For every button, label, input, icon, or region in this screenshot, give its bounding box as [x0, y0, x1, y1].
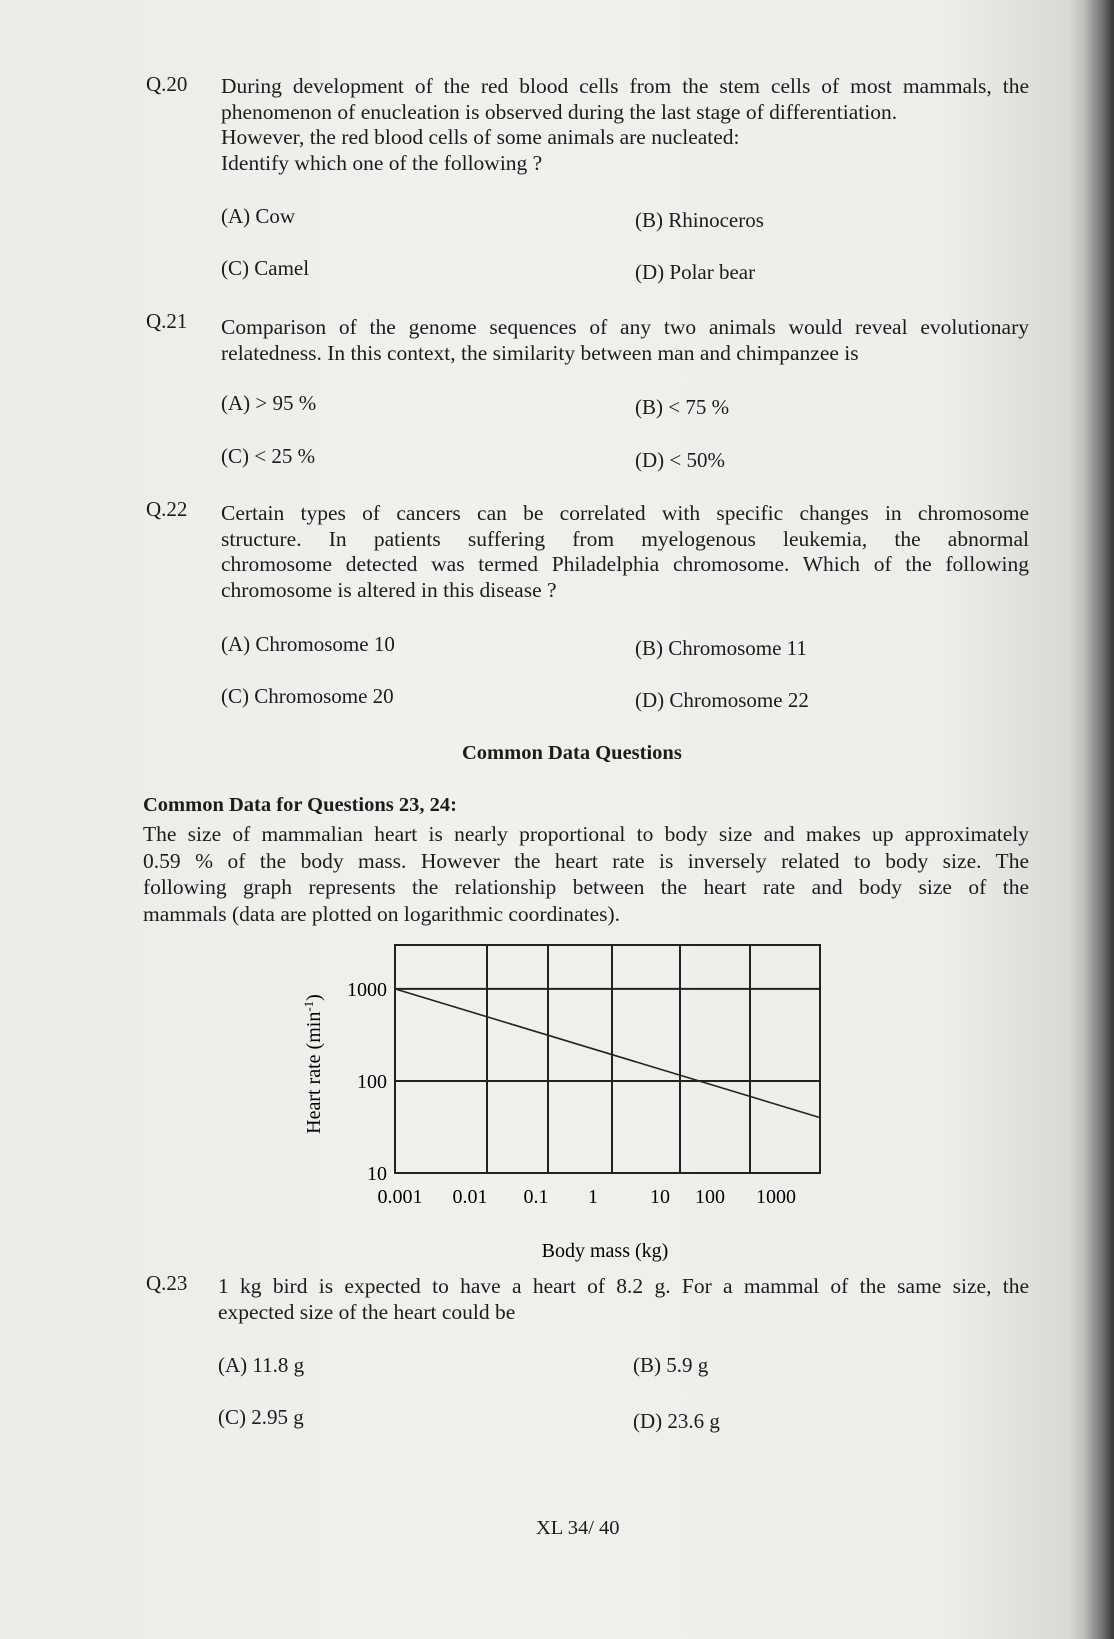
common-data-paragraph: [143, 821, 1029, 927]
common-line: mammals (data are plotted on logarithmic coordinates).: [143, 901, 621, 926]
q21-option-a[interactable]: (A) > 95 %: [221, 391, 317, 415]
q22-option-c[interactable]: (C) Chromosome 20: [221, 684, 394, 708]
q22-option-a[interactable]: (A) Chromosome 10: [221, 632, 395, 656]
q23-number: Q.23: [146, 1271, 188, 1295]
q20-option-a[interactable]: (A) Cow: [221, 204, 296, 228]
y-tick-label: 100: [357, 1070, 387, 1093]
q23-option-d[interactable]: (D) 23.6 g: [633, 1409, 720, 1433]
q21-line: relatedness. In this context, the similarity between man and chimpanzee is: [221, 340, 859, 365]
heart-rate-chart: [290, 935, 830, 1265]
chart-series: [395, 989, 820, 1118]
common-line: 0.59 % of the body mass. However the heart rate is inversely related to body size. The: [143, 848, 1029, 873]
chart-y-axis-label: [301, 994, 325, 1134]
y-label-close: ): [303, 994, 325, 1001]
chart-grid: [395, 945, 820, 1173]
q20-line: Identify which one of the following ?: [221, 150, 543, 175]
x-tick-label: 10: [650, 1186, 670, 1208]
common-data-heading: Common Data for Questions 23, 24:: [143, 794, 457, 816]
q20-option-d[interactable]: (D) Polar bear: [635, 260, 756, 284]
y-label-sup: -1: [301, 1000, 316, 1012]
q22-number: Q.22: [146, 497, 188, 521]
q20-text: [221, 74, 1029, 176]
q21-option-b[interactable]: (B) < 75 %: [635, 395, 730, 419]
q21-line: Comparison of the genome sequences of any two animals would reveal evolutionary: [221, 315, 1029, 339]
q21-option-c[interactable]: (C) < 25 %: [221, 444, 316, 468]
q22-line: chromosome detected was termed Philadelphia chromosome. Which of the following: [221, 552, 1029, 577]
y-tick-label: 1000: [347, 978, 387, 1001]
chart-x-tick-labels: [378, 1186, 797, 1208]
series-line: [395, 989, 820, 1118]
q22-line: chromosome is altered in this disease ?: [221, 577, 557, 602]
q23-option-c[interactable]: (C) 2.95 g: [218, 1405, 304, 1429]
q23-line: expected size of the heart could be: [218, 1299, 516, 1324]
section-title: Common Data Questions: [462, 742, 682, 764]
x-tick-label: 1: [588, 1186, 598, 1208]
page-number: XL 34/ 40: [536, 1517, 620, 1539]
plot-frame: [395, 945, 820, 1173]
q22-option-b[interactable]: (B) Chromosome 11: [635, 636, 807, 660]
q23-option-a[interactable]: (A) 11.8 g: [218, 1353, 305, 1377]
y-label-main: Heart rate (min: [303, 1011, 325, 1134]
common-line: The size of mammalian heart is nearly proportional to body size and makes up approximately: [143, 822, 1029, 846]
x-tick-label: 1000: [756, 1186, 796, 1208]
q21-option-d[interactable]: (D) < 50%: [635, 448, 725, 472]
q20-number: Q.20: [146, 72, 188, 96]
q23-line: 1 kg bird is expected to have a heart of 8.2 g. For a mammal of the same size, the: [218, 1274, 1029, 1298]
x-tick-label: 0.01: [452, 1186, 488, 1208]
page-edge-shadow: [1084, 0, 1114, 1639]
x-tick-label: 0.1: [523, 1186, 549, 1208]
q22-text: [221, 501, 1029, 603]
chart-x-axis-label: Body mass (kg): [541, 1240, 669, 1262]
chart-y-tick-labels: [347, 979, 387, 1185]
q22-option-d[interactable]: (D) Chromosome 22: [635, 688, 809, 712]
common-line: following graph represents the relationship between the heart rate and body size of the: [143, 875, 1029, 899]
q21-text: [221, 315, 1029, 366]
q23-option-b[interactable]: (B) 5.9 g: [633, 1353, 709, 1377]
q20-line: phenomenon of enucleation is observed during the last stage of differentiation.: [221, 99, 898, 124]
q20-line: During development of the red blood cells from the stem cells of most mammals, the: [221, 74, 1029, 98]
q22-line: Certain types of cancers can be correlated with specific changes in chromosome: [221, 501, 1029, 525]
q20-option-c[interactable]: (C) Camel: [221, 256, 310, 280]
q21-number: Q.21: [146, 309, 188, 333]
q22-line: structure. In patients suffering from myelogenous leukemia, the abnormal: [221, 526, 1029, 551]
q20-line: However, the red blood cells of some animals are nucleated:: [221, 125, 740, 150]
q20-option-b[interactable]: (B) Rhinoceros: [635, 208, 764, 232]
y-tick-label: 10: [367, 1163, 387, 1185]
x-tick-label: 0.001: [377, 1186, 423, 1208]
x-tick-label: 100: [695, 1186, 725, 1208]
q23-text: [218, 1274, 1029, 1325]
